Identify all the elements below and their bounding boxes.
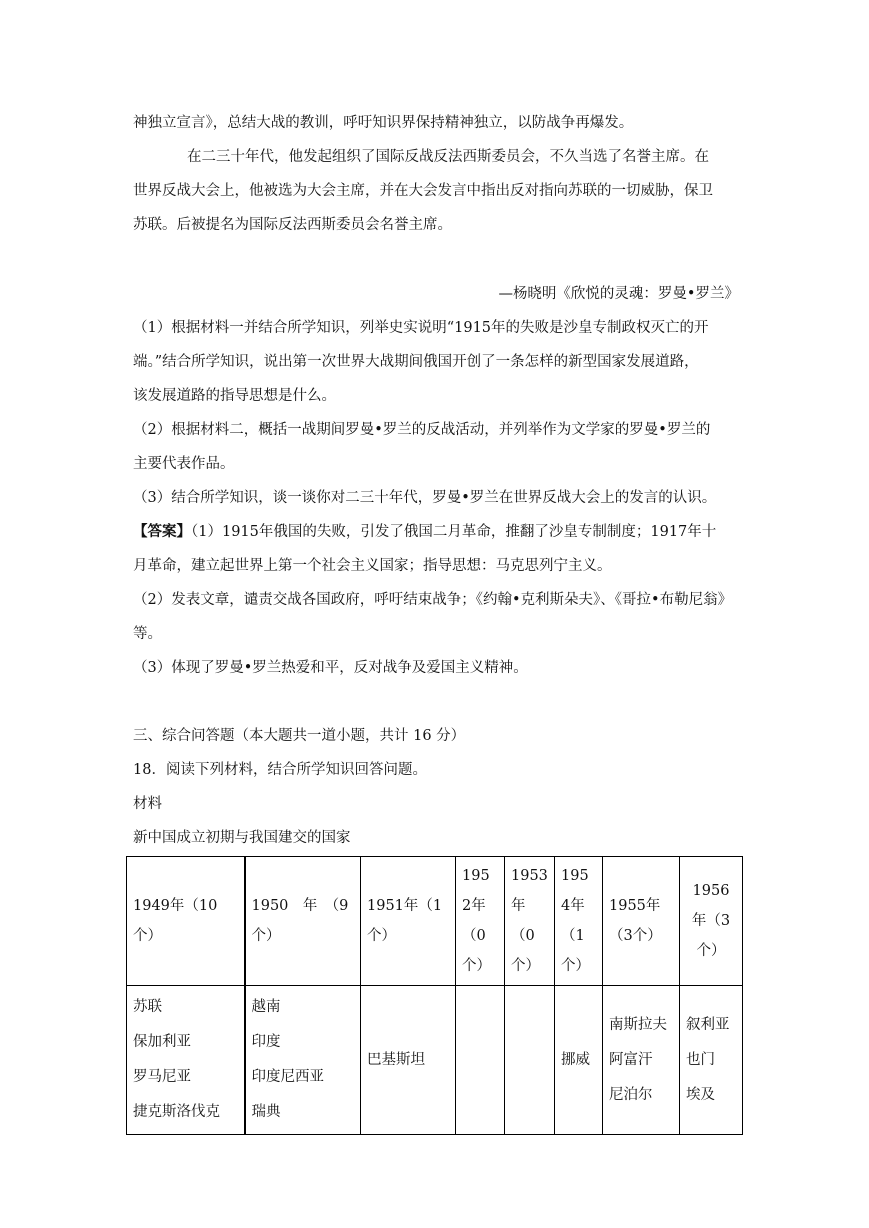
table-cell [456, 986, 505, 1135]
question-18: 18．阅读下列材料，结合所学知识回答问题。 [133, 762, 427, 778]
header-cell: 1949年（10个） [127, 857, 245, 986]
question-line: （2）根据材料二，概括一战期间罗曼•罗兰的反战活动，并列举作为文学家的罗曼•罗兰的 [133, 422, 711, 438]
paragraph-line: 世界反战大会上，他被选为大会主席，并在大会发言中指出反对指向苏联的一切威胁，保卫 [133, 183, 713, 199]
table-cell [555, 986, 603, 1135]
country-name: 阿富汗 [609, 1051, 653, 1068]
header-cell: 1952年（0个） [456, 857, 505, 986]
country-name: 南斯拉夫 [609, 1016, 667, 1033]
country-name: 保加利亚 [133, 1034, 191, 1050]
table-cell [361, 986, 456, 1135]
answer-label: 【答案】 [133, 523, 191, 540]
country-name: 挪威 [561, 1051, 590, 1068]
section-heading: 三、综合问答题（本大题共一道小题，共计 16 分） [133, 728, 466, 744]
answer-line [133, 522, 716, 542]
question-line: （3）结合所学知识，谈一谈你对二三十年代，罗曼•罗兰在世界反战大会上的发言的认识。 [133, 490, 717, 506]
table-cell [505, 986, 555, 1135]
diplomatic-relations-table [126, 856, 743, 1135]
country-name: 苏联 [133, 999, 162, 1015]
header-cell: 1954年（1个） [555, 857, 603, 986]
source-citation: —杨晓明《欣悦的灵魂：罗曼•罗兰》 [498, 286, 739, 302]
question-line: 端。”结合所学知识，说出第一次世界大战期间俄国开创了一条怎样的新型国家发展道路， [133, 354, 699, 370]
question-line: 该发展道路的指导思想是什么。 [133, 388, 336, 404]
header-cell: 1951年（1个） [361, 857, 456, 986]
paragraph-line: 苏联。后被提名为国际反法西斯委员会名誉主席。 [133, 217, 452, 233]
answer-line: 等。 [133, 626, 162, 642]
country-name: 埃及 [686, 1086, 715, 1103]
table-cell [680, 986, 743, 1135]
country-name: 尼泊尔 [609, 1086, 653, 1103]
header-cell: 1955年（3个） [603, 857, 680, 986]
answer-text: （1）1915年俄国的失败，引发了俄国二月革命，推翻了沙皇专制制度；1917年十 [191, 524, 717, 540]
table-title: 新中国成立初期与我国建交的国家 [133, 830, 351, 846]
table-header-row [127, 857, 743, 986]
answer-line: 月革命，建立起世界上第一个社会主义国家；指导思想：马克思列宁主义。 [133, 558, 612, 574]
question-line: （1）根据材料一并结合所学知识，列举史实说明“1915年的失败是沙皇专制政权灭亡的开 [133, 320, 709, 336]
table-cell [603, 986, 680, 1135]
country-name: 叙利亚 [686, 1016, 730, 1033]
country-name: 巴基斯坦 [367, 1051, 425, 1068]
table-cell [245, 986, 361, 1135]
table-row [127, 986, 743, 1135]
country-name: 瑞典 [251, 1104, 281, 1120]
header-cell: 1950 年 （9个） [245, 857, 361, 986]
header-cell: 1953年（0个） [505, 857, 555, 986]
country-name: 印度 [251, 1034, 281, 1050]
country-name: 捷克斯洛伐克 [133, 1104, 220, 1120]
country-name: 越南 [251, 999, 281, 1015]
material-label: 材料 [133, 796, 162, 812]
country-name: 罗马尼亚 [133, 1069, 191, 1085]
header-cell: 1956年（3个） [680, 857, 743, 986]
paragraph-line: 神独立宣言》，总结大战的教训，呼吁知识界保持精神独立，以防战争再爆发。 [133, 115, 634, 131]
table-cell [127, 986, 245, 1135]
answer-line: （3）体现了罗曼•罗兰热爱和平，反对战争及爱国主义精神。 [133, 660, 528, 676]
answer-line: （2）发表文章，谴责交战各国政府，呼吁结束战争；《约翰•克利斯朵夫》、《哥拉•布勒尼翁》 [133, 592, 733, 608]
country-name: 印度尼西亚 [251, 1069, 324, 1085]
paragraph-line: 在二三十年代，他发起组织了国际反战反法西斯委员会，不久当选了名誉主席。在 [187, 149, 709, 165]
country-name: 也门 [686, 1051, 715, 1068]
question-line: 主要代表作品。 [133, 456, 235, 472]
